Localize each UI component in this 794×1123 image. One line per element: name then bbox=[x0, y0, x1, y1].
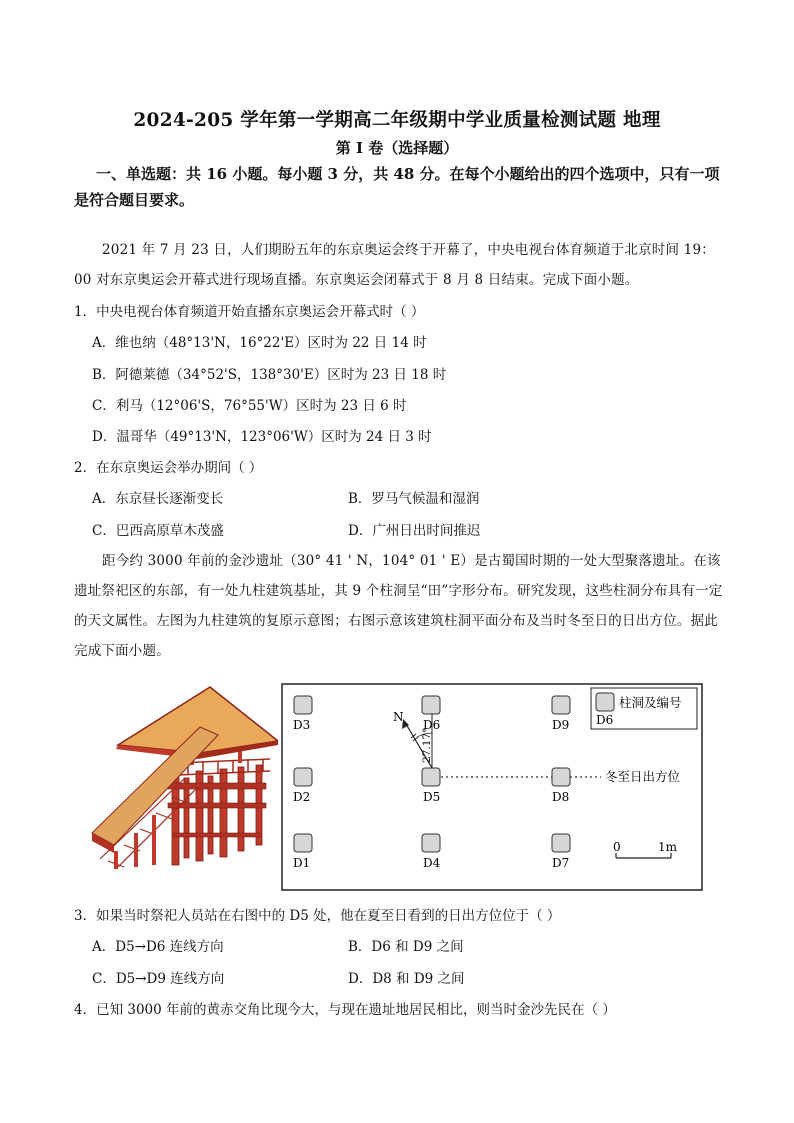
question-2-option-a[interactable]: A．东京昼长逐渐变长 bbox=[92, 491, 224, 507]
question-2-option-d[interactable]: D．广州日出时间推迟 bbox=[348, 523, 481, 539]
hole-label-d6: D6 bbox=[423, 718, 441, 732]
hole-label-d9: D9 bbox=[552, 718, 570, 732]
hole-label-d8: D8 bbox=[552, 790, 570, 804]
question-2-stem: 2．在东京奥运会举办期间（ ） bbox=[74, 460, 263, 476]
pillar-hole-d4 bbox=[422, 834, 440, 852]
legend-label: 柱洞及编号 bbox=[619, 695, 682, 710]
scale-unit: 1m bbox=[658, 840, 678, 854]
pillar-hole-d5 bbox=[422, 768, 440, 786]
question-2-option-b[interactable]: B．罗马气候温和湿润 bbox=[348, 491, 480, 507]
pillar-hole-d3 bbox=[294, 696, 312, 714]
question-3-option-c[interactable]: C．D5→D9 连线方向 bbox=[92, 971, 225, 987]
question-2-option-c[interactable]: C．巴西高原草木茂盛 bbox=[92, 523, 224, 539]
hole-label-d2: D2 bbox=[293, 790, 311, 804]
question-4-stem: 4．已知 3000 年前的黄赤交角比现今大，与现在遗址地居民相比，则当时金沙先民在（ ） bbox=[74, 1002, 616, 1018]
question-1-option-a[interactable]: A．维也纳（48°13'N，16°22'E）区时为 22 日 14 时 bbox=[92, 335, 427, 351]
pillar-hole-diagram bbox=[281, 683, 703, 891]
building-illustration bbox=[88, 683, 278, 873]
pillar-hole-d2 bbox=[294, 768, 312, 786]
pillar-hole-d1 bbox=[294, 834, 312, 852]
pillar-hole-d8 bbox=[552, 768, 570, 786]
pillar-hole-d6 bbox=[422, 696, 440, 714]
passage-olympics: 2021 年 7 月 23 日，人们期盼五年的东京奥运会终于开幕了，中央电视台体育频道于北京时间 19：00 对东京奥运会开幕式进行现场直播。东京奥运会闭幕式于 8 月 8 日结束。完成下面小题。 bbox=[74, 242, 715, 288]
legend-hole-sample bbox=[596, 693, 614, 711]
pillar-hole-d7 bbox=[552, 834, 570, 852]
section-subtitle: 第 I 卷（选择题） bbox=[335, 139, 459, 157]
hole-label-d4: D4 bbox=[423, 856, 441, 870]
question-3-option-d[interactable]: D．D8 和 D9 之间 bbox=[348, 971, 465, 987]
question-1-option-c[interactable]: C．利马（12°06'S，76°55'W）区时为 23 日 6 时 bbox=[92, 398, 407, 414]
diagram-frame bbox=[282, 684, 702, 890]
hole-label-d1: D1 bbox=[293, 856, 311, 870]
hole-label-d5: D5 bbox=[423, 790, 441, 804]
hole-label-d3: D3 bbox=[293, 718, 311, 732]
question-3-option-a[interactable]: A．D5→D6 连线方向 bbox=[92, 939, 224, 955]
angle-label: 27.17° bbox=[421, 727, 433, 763]
question-3-stem: 3．如果当时祭祀人员站在右图中的 D5 处，他在夏至日看到的日出方位位于（ ） bbox=[74, 908, 561, 924]
sunrise-label: 冬至日出方位 bbox=[605, 769, 681, 784]
question-1-option-b[interactable]: B．阿德莱德（34°52'S，138°30'E）区时为 23 日 18 时 bbox=[92, 367, 447, 383]
section-instruction: 一、单选题：共 16 小题。每小题 3 分，共 48 分。在每个小题给出的四个选项中，只有一项是符合题目要求。 bbox=[74, 165, 720, 209]
scale-zero: 0 bbox=[613, 840, 621, 854]
hole-label-d7: D7 bbox=[552, 856, 570, 870]
north-label: N bbox=[393, 710, 404, 724]
pillar-hole-d9 bbox=[552, 696, 570, 714]
question-1-stem: 1．中央电视台体育频道开始直播东京奥运会开幕式时（ ） bbox=[74, 304, 425, 320]
legend-sample-label: D6 bbox=[596, 713, 614, 727]
question-1-option-d[interactable]: D．温哥华（49°13'N，123°06'W）区时为 24 日 3 时 bbox=[92, 429, 432, 445]
pillar-hole-plan-figure bbox=[281, 683, 703, 891]
building-reconstruction-figure bbox=[88, 683, 278, 873]
question-3-option-b[interactable]: B．D6 和 D9 之间 bbox=[348, 939, 464, 955]
page-title: 2024-205 学年第一学期高二年级期中学业质量检测试题 地理 bbox=[133, 110, 661, 131]
passage-jinsha: 距今约 3000 年前的金沙遗址（30° 41 ' N，104° 01 ' E）是古蜀国时期的一处大型聚落遗址。在该遗址祭祀区的东部，有一处九柱建筑基址，其 9 个柱洞呈“田”字形分布。研究发现，这些柱洞分布具有一定的天文属性。左图为九柱建筑的复原示意图；右图示意该建筑柱洞平面分布及当时冬至日的日出方位。据此完成下面小题。 bbox=[74, 553, 723, 659]
